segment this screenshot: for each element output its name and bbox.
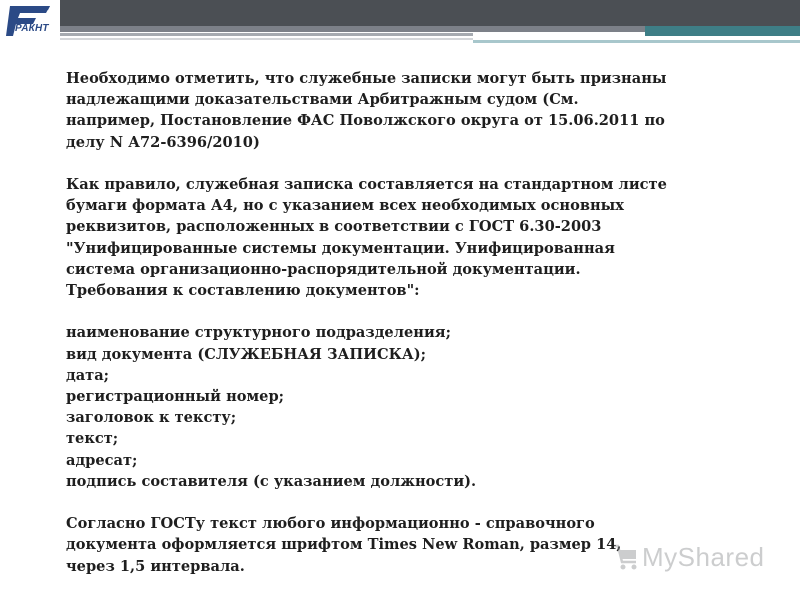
header-bar xyxy=(60,0,800,26)
header-stripe xyxy=(60,38,473,40)
text-line: Согласно ГОСТу текст любого информационно - справочного xyxy=(66,515,595,533)
cart-icon xyxy=(612,542,640,572)
text-line: надлежащими доказательствами Арбитражным судом (См. xyxy=(66,91,579,109)
paragraph-intro xyxy=(66,68,746,153)
text-line: "Унифицированные системы документации. Унифицированная xyxy=(66,239,615,257)
requisites-list xyxy=(66,322,746,492)
text-line: через 1,5 интервала. xyxy=(66,557,245,575)
text-line: документа оформляется шрифтом Times New Roman, размер 14, xyxy=(66,536,622,554)
company-logo xyxy=(0,0,60,44)
header-stripe xyxy=(60,33,473,36)
text-line: Необходимо отметить, что служебные записки могут быть признаны xyxy=(66,70,667,87)
slide-body xyxy=(66,68,746,577)
text-line: реквизитов, расположенных в соответствии с ГОСТ 6.30-2003 xyxy=(66,218,602,236)
header-stripe xyxy=(60,26,645,32)
text-line: Как правило, служебная записка составляется на стандартном листе xyxy=(66,176,667,193)
paragraph-format xyxy=(66,174,746,301)
text-line: бумаги формата А4, но с указанием всех необходимых основных xyxy=(66,197,624,215)
list-item: подпись составителя (с указанием должности). xyxy=(66,472,477,490)
watermark-text: MyShared xyxy=(642,542,765,572)
list-item: текст; xyxy=(66,430,119,448)
watermark xyxy=(612,540,787,574)
logo-text: РАКНТ xyxy=(15,23,49,34)
text-line: например, Постановление ФАС Поволжского округа от 15.06.2011 по xyxy=(66,112,665,130)
header-accent-bar xyxy=(645,26,800,36)
text-line: Требования к составлению документов": xyxy=(66,282,420,300)
text-line: система организационно-распорядительной документации. xyxy=(66,260,581,278)
list-item: наименование структурного подразделения; xyxy=(66,324,451,342)
list-item: вид документа (СЛУЖЕБНАЯ ЗАПИСКА); xyxy=(66,345,427,363)
header-stripe xyxy=(473,40,800,43)
list-item: заголовок к тексту; xyxy=(66,409,237,427)
text-line: делу N А72-6396/2010) xyxy=(66,133,260,151)
list-item: адресат; xyxy=(66,451,138,469)
list-item: регистрационный номер; xyxy=(66,388,285,406)
list-item: дата; xyxy=(66,366,110,384)
